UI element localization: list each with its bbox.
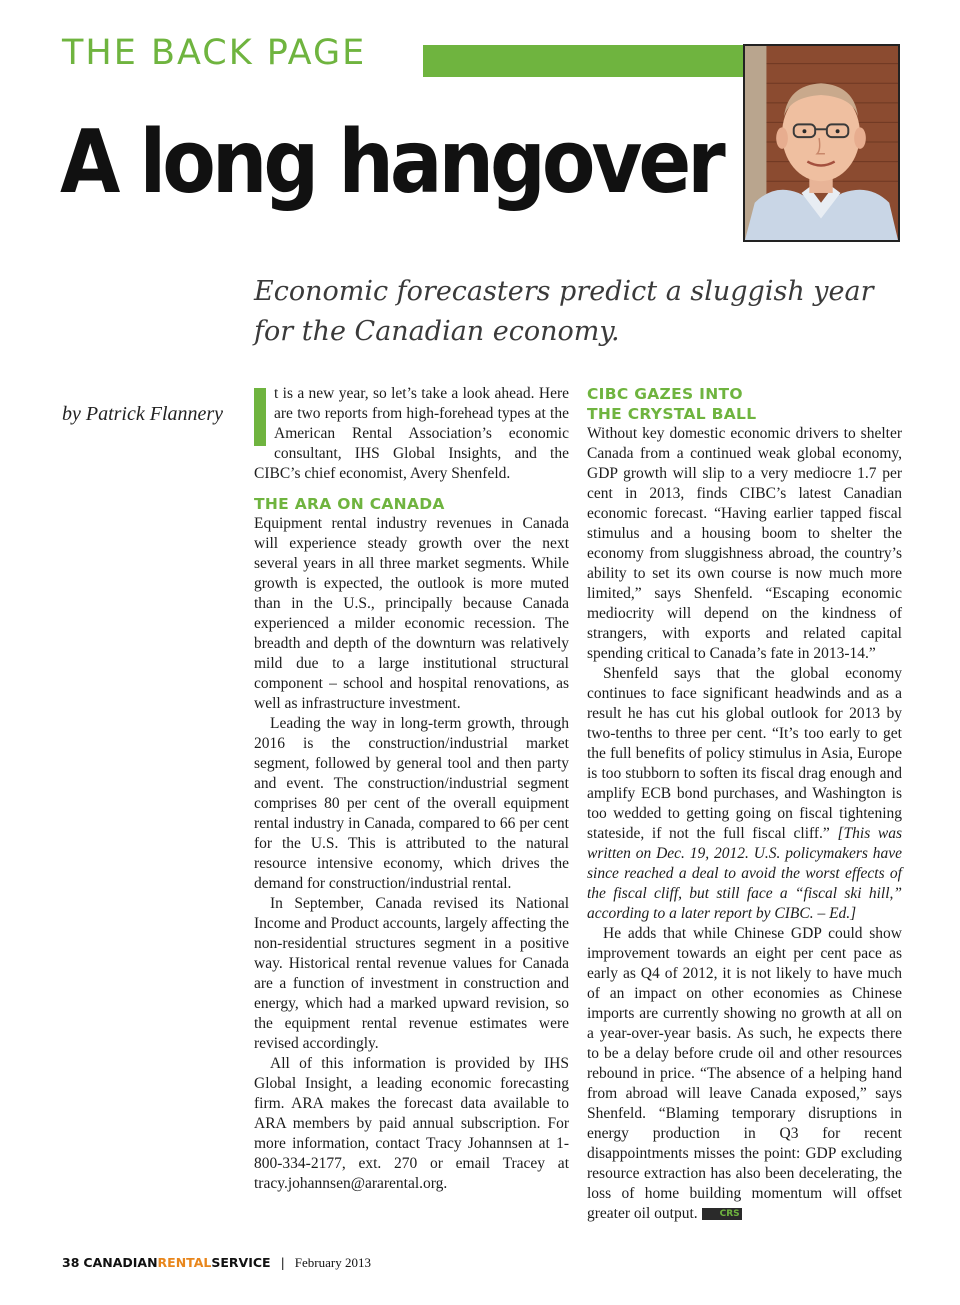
- body-paragraph: All of this information is provided by IHS Global Insight, a leading economic forecasting firm. ARA makes the forecast data available to ARA members by paid annual subscription. For more information, contact Tracy Johannsen at 1-800-334-2177, ext. 270 or email Tracey at tracy.johannsen@ararental.org.: [254, 1055, 569, 1192]
- deck-line-1: Economic forecasters predict a sluggish year: [254, 276, 874, 307]
- body-paragraph: In September, Canada revised its National Income and Product accounts, largely affecting the non-residential structures segment in a positive way. Historical rental revenue values for Canada are a function of investment in construction and energy, which had a marked upward revision, so the equipment rental revenue estimates were revised accordingly.: [254, 895, 569, 1052]
- cibc-heading-line-1: CIBC GAZES INTO: [587, 385, 743, 403]
- body-paragraph: Leading the way in long-term growth, through 2016 is the construction/industrial market segment, followed by general tool and then party and event. The construction/industrial segment comprises 80 per cent of the overall equipment rental industry in Canada, compared to 66 per cent for the U.S. This is attributed to the natural resource intensive economy, which drives the demand for construction/industrial rental.: [254, 715, 569, 892]
- page-footer: [62, 1255, 371, 1271]
- drop-cap: [254, 388, 266, 446]
- cibc-heading: [587, 384, 902, 424]
- magazine-name: [83, 1255, 270, 1270]
- ara-heading: THE ARA ON CANADA: [254, 495, 445, 513]
- issue-date: February 2013: [294, 1255, 371, 1270]
- article-column-2: [587, 384, 902, 1224]
- byline: by Patrick Flannery: [62, 403, 224, 425]
- editor-note: [This was written on Dec. 19, 2012. U.S. policymakers have since reached a deal to avoid the worst effects of the fiscal cliff, but still face a “fiscal ski hill,” according to a later report by CIBC. – Ed.]: [587, 825, 903, 922]
- body-paragraph: Equipment rental industry revenues in Canada will experience steady growth over the next several years in all three market segments. While growth is expected, the outlook is more muted than in the U.S., principally because Canada experienced a milder economic recession. The breadth and depth of the downturn was relatively mild due to a large institutional structural component – school and hospital renovations, as well as infrastructure investment.: [254, 515, 569, 712]
- deck-line-2: for the Canadian economy.: [254, 316, 620, 347]
- body-paragraph: [587, 664, 902, 924]
- magazine-name-part-3: SERVICE: [211, 1255, 271, 1270]
- magazine-name-part-1: CANADIAN: [83, 1255, 158, 1270]
- intro-paragraph: t is a new year, so let’s take a look ahead. Here are two reports from high-forehead types at the American Rental Association’s economic consultant, IHS Global Insights, and the CIBC’s chief economist, Avery Shenfeld.: [254, 385, 569, 482]
- body-paragraph: [587, 924, 902, 1224]
- body-text: He adds that while Chinese GDP could show improvement towards an eight per cent pace as early as Q4 of 2012, it is not likely to have much of an impact on other economies as Chinese imports are currently showing no growth at all on a year-over-year basis. As such, he expects there to be a delay before crude oil and other resources rebound in price. “The absence of a helping hand from abroad will leave Canada exposed,” says Shenfeld. “Blaming temporary disruptions in energy production in Q3 for recent disappointments misses the point: GDP excluding resource extraction has also been decelerating, the loss of home building momentum will offset greater oil output.: [587, 925, 902, 1222]
- body-paragraph: Without key domestic economic drivers to shelter Canada from a continued weak global economy, GDP growth will slip to a very mediocre 1.7 per cent in 2013, finds CIBC’s latest Canadian economic forecast. “Having earlier tapped fiscal stimulus and a housing boom to shelter the economy from sluggishness abroad, the country’s ability to set its own course is now much more limited,” says Shenfeld. “Escaping economic mediocrity will depend on the kindness of strangers, with exports and related capital spending critical to Canada’s fate in 2013-14.”: [587, 425, 902, 662]
- body-text: Shenfeld says that the global economy continues to face significant headwinds and as a result he has cut his global outlook for 2013 by two-tenths to three per cent. “It’s too early to get the full benefits of policy stimulus in Asia, Europe is too stubborn to soften its fiscal drag enough and amplify ECB bond purchases, and Washington is too wedded to getting going on fiscal tightening stateside, if not the full fiscal cliff.”: [587, 665, 902, 842]
- footer-separator: |: [280, 1255, 285, 1270]
- page-number: 38: [62, 1255, 80, 1270]
- article-column-1: [254, 384, 569, 1194]
- author-photo: [743, 44, 900, 242]
- magazine-name-part-2: RENTAL: [157, 1255, 212, 1270]
- cibc-heading-line-2: THE CRYSTAL BALL: [587, 405, 757, 423]
- section-title: THE BACK PAGE: [62, 33, 367, 73]
- end-mark-logo: CRS: [702, 1208, 742, 1220]
- deck: [254, 272, 874, 352]
- section-accent-bar: [423, 45, 745, 77]
- headline: A long hangover: [60, 112, 722, 214]
